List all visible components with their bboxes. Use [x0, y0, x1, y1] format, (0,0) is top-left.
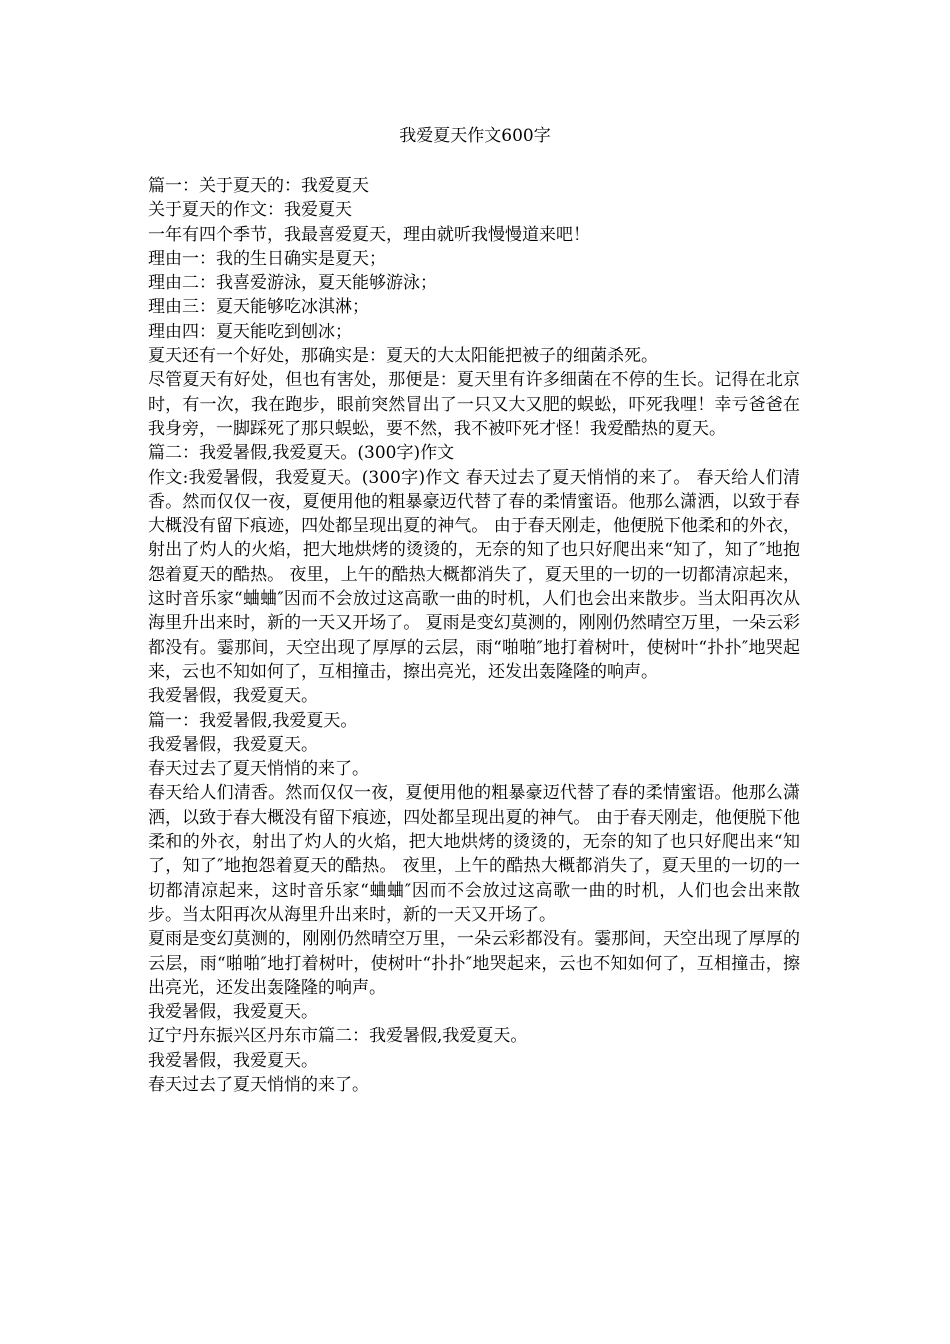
- paragraph: 夏天还有一个好处，那确实是：夏天的大太阳能把被子的细菌杀死。: [148, 346, 658, 367]
- document-title: 我爱夏天作文600字: [399, 126, 551, 146]
- paragraph: 理由二：我喜爱游泳，夏天能够游泳；: [148, 273, 437, 294]
- document-body: [148, 174, 800, 1097]
- paragraph: 篇二：我爱暑假,我爱夏天。(300字)作文: [148, 443, 455, 464]
- paragraph: 夏雨是变幻莫测的，刚刚仍然晴空万里，一朵云彩都没有。霎那间，天空出现了厚厚的云层，雨“啪啪″地打着树叶，使树叶“扑扑″地哭起来，云也不知如何了，互相撞击，擦出亮光，还发出轰隆隆的响声。: [148, 929, 800, 998]
- paragraph: 一年有四个季节，我最喜爱夏天，理由就听我慢慢道来吧！: [148, 224, 590, 245]
- paragraph: 理由一：我的生日确实是夏天；: [148, 248, 386, 269]
- paragraph: 春天过去了夏天悄悄的来了。: [148, 1074, 369, 1095]
- paragraph: 我爱暑假，我爱夏天。: [148, 1050, 318, 1071]
- paragraph: 篇一：关于夏天的：我爱夏天: [148, 176, 369, 196]
- paragraph: 我爱暑假，我爱夏天。: [148, 734, 318, 755]
- paragraph: 辽宁丹东振兴区丹东市篇二：我爱暑假,我爱夏天。: [148, 1026, 528, 1047]
- paragraph: 理由三：夏天能够吃冰淇淋；: [148, 297, 369, 318]
- paragraph: 春天给人们清香。然而仅仅一夜，夏便用他的粗暴豪迈代替了春的柔情蜜语。他那么潇洒，以致于春大概没有留下痕迹，四处都呈现出夏的神气。 由于春天刚走，他便脱下他柔和的外衣，射出了灼人的火焰，把大地烘烤的烫烫的，无奈的知了也只好爬出来“知了，知了″地抱怨着夏天的酷热。 夜里，上午的酷热大概都消失了，夏天里的一切的一切都清凉起来，这时音乐家“蛐蛐″因而不会放过这高歌一曲的时机，人们也会出来散步。当太阳再次从海里升出来时，新的一天又开场了。: [148, 783, 800, 925]
- paragraph: 理由四：夏天能吃到刨冰；: [148, 321, 352, 342]
- paragraph: 关于夏天的作文：我爱夏天: [148, 200, 352, 221]
- paragraph: 我爱暑假，我爱夏天。: [148, 1002, 318, 1023]
- paragraph: 春天过去了夏天悄悄的来了。: [148, 759, 369, 780]
- paragraph: 我爱暑假，我爱夏天。: [148, 686, 318, 707]
- paragraph: 作文:我爱暑假，我爱夏天。(300字)作文 春天过去了夏天悄悄的来了。 春天给人们清香。然而仅仅一夜，夏便用他的粗暴豪迈代替了春的柔情蜜语。他那么潇洒，以致于春大概没有留下痕迹，四处都呈现出夏的神气。 由于春天刚走，他便脱下他柔和的外衣，射出了灼人的火焰，把大地烘烤的烫烫的，无奈的知了也只好爬出来“知了，知了″地抱怨着夏天的酷热。 夜里，上午的酷热大概都消失了，夏天里的一切的一切都清凉起来，这时音乐家“蛐蛐″因而不会放过这高歌一曲的时机，人们也会出来散步。当太阳再次从海里升出来时，新的一天又开场了。 夏雨是变幻莫测的，刚刚仍然晴空万里，一朵云彩都没有。霎那间，天空出现了厚厚的云层，雨“啪啪″地打着树叶，使树叶“扑扑″地哭起来，云也不知如何了，互相撞击，擦出亮光，还发出轰隆隆的响声。: [148, 467, 800, 682]
- paragraph: 尽管夏天有好处，但也有害处，那便是：夏天里有许多细菌在不停的生长。记得在北京时，有一次，我在跑步，眼前突然冒出了一只又大又肥的蜈蚣，吓死我哩！幸亏爸爸在我身旁，一脚踩死了那只蜈蚣，要不然，我不被吓死才怪！我爱酷热的夏天。: [148, 370, 800, 439]
- paragraph: 篇一：我爱暑假,我爱夏天。: [148, 710, 358, 731]
